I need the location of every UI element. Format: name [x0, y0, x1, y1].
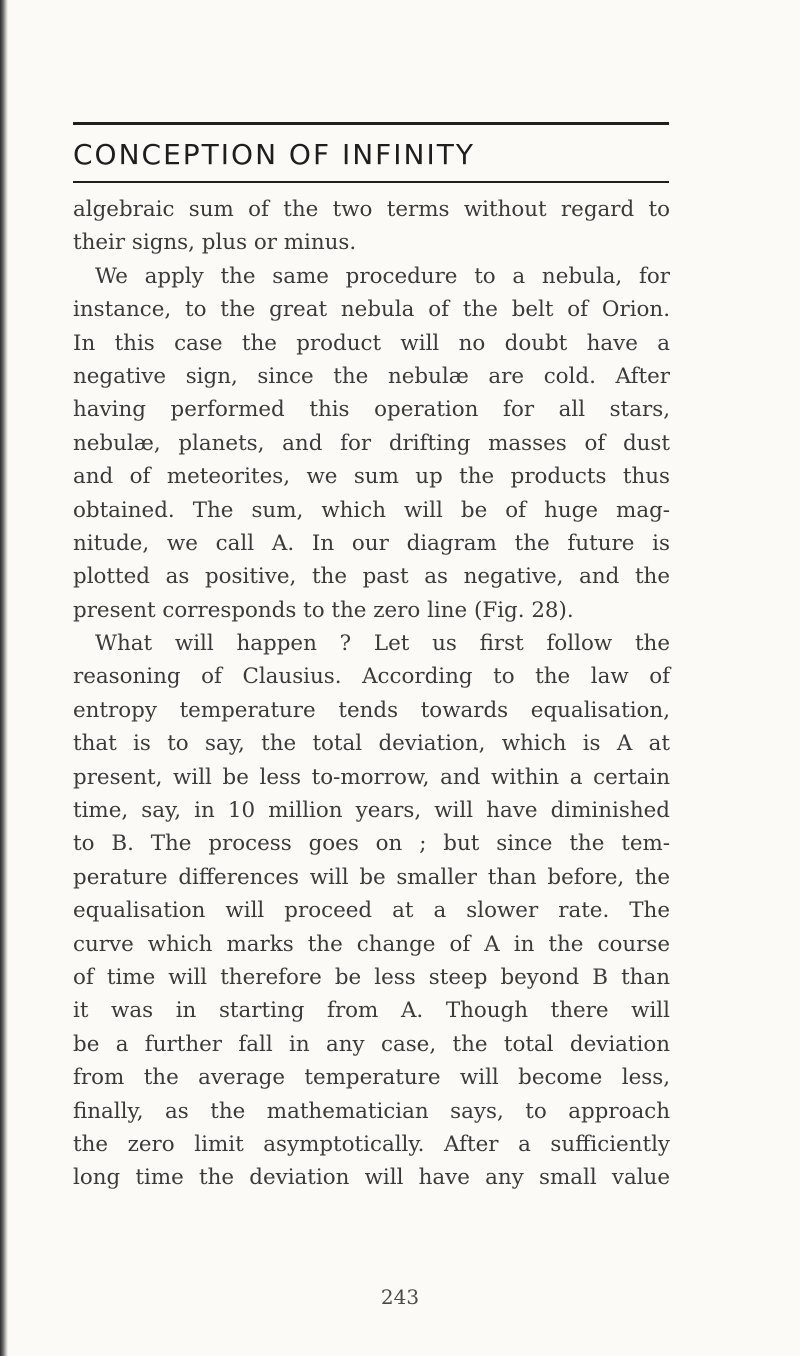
- text-line: instance, to the great nebula of the belt of Orion.: [73, 297, 670, 323]
- page-binding-edge: [0, 0, 8, 1356]
- page-number: 243: [380, 1285, 420, 1309]
- text-line: entropy temperature tends towards equalisation,: [73, 697, 670, 723]
- running-title: CONCEPTION OF INFINITY: [73, 138, 475, 171]
- text-line: curve which marks the change of A in the course: [73, 931, 670, 957]
- header-top-rule: [73, 122, 669, 125]
- text-line: perature differences will be smaller than before, the: [73, 864, 670, 890]
- text-line: present, will be less to-morrow, and within a certain: [73, 764, 670, 790]
- text-line: obtained. The sum, which will be of huge mag-: [73, 497, 670, 523]
- text-line: equalisation will proceed at a slower rate. The: [73, 898, 670, 924]
- text-line: negative sign, since the nebulæ are cold. After: [73, 363, 670, 389]
- text-line: What will happen ? Let us first follow the: [95, 631, 670, 657]
- text-line: that is to say, the total deviation, which is A at: [73, 731, 670, 757]
- text-line: to B. The process goes on ; but since the tem-: [73, 831, 670, 857]
- body-text: [73, 193, 670, 1195]
- text-line: time, say, in 10 million years, will have diminished: [73, 798, 670, 824]
- text-line: their signs, plus or minus.: [73, 230, 357, 256]
- text-line: having performed this operation for all stars,: [73, 397, 670, 423]
- text-line: be a further fall in any case, the total deviation: [73, 1031, 670, 1057]
- text-line: finally, as the mathematician says, to approach: [73, 1098, 670, 1124]
- text-line: the zero limit asymptotically. After a sufficiently: [73, 1131, 670, 1157]
- text-line: nebulæ, planets, and for drifting masses of dust: [73, 430, 670, 456]
- text-line: long time the deviation will have any small value: [73, 1165, 670, 1191]
- text-line: it was in starting from A. Though there will: [73, 998, 670, 1024]
- text-line: nitude, we call A. In our diagram the future is: [73, 530, 670, 556]
- text-line: reasoning of Clausius. According to the law of: [73, 664, 670, 690]
- text-line: We apply the same procedure to a nebula, for: [95, 263, 670, 289]
- text-line: plotted as positive, the past as negative, and the: [73, 564, 670, 590]
- text-line: In this case the product will no doubt have a: [73, 330, 670, 356]
- text-line: and of meteorites, we sum up the products thus: [73, 464, 670, 490]
- text-line: algebraic sum of the two terms without regard to: [73, 197, 670, 222]
- text-line: from the average temperature will become less,: [73, 1065, 670, 1091]
- text-line: present corresponds to the zero line (Fig. 28).: [73, 597, 574, 623]
- header-bottom-rule: [73, 181, 669, 183]
- text-line: of time will therefore be less steep beyond B than: [73, 964, 670, 990]
